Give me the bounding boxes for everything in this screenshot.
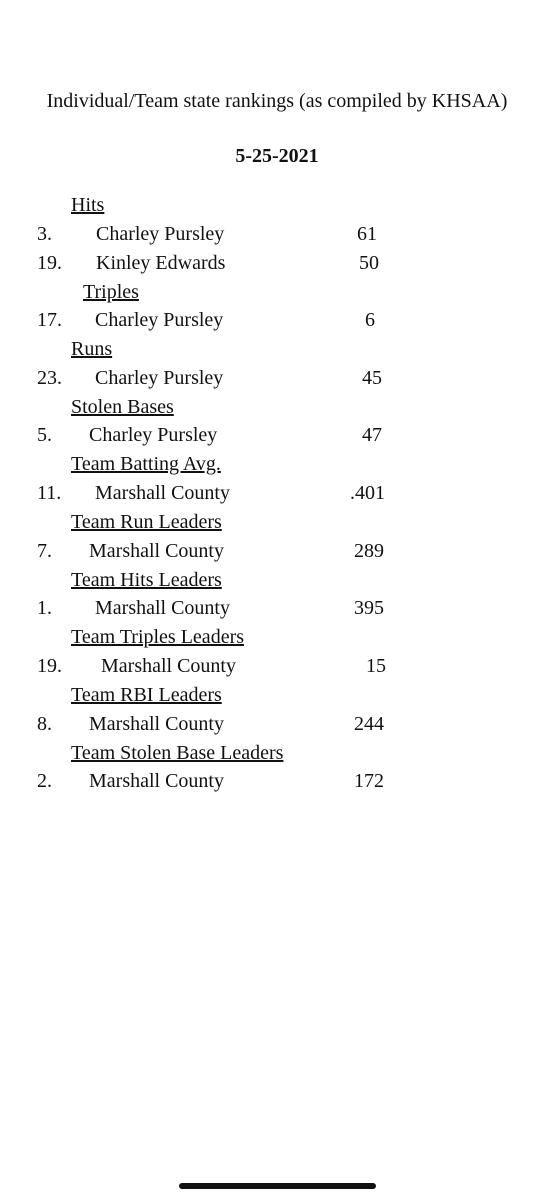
stat-value: 6 — [365, 309, 375, 331]
stat-value: 47 — [362, 424, 382, 446]
category-heading-row — [0, 191, 554, 219]
category-heading: Team RBI Leaders — [71, 684, 222, 706]
ranking-row — [0, 306, 554, 334]
player-name: Charley Pursley — [95, 367, 224, 389]
ranking-row — [0, 594, 554, 622]
player-name: Kinley Edwards — [96, 252, 226, 274]
player-name — [89, 220, 95, 248]
ranking-row — [0, 421, 554, 449]
category-heading: Triples — [83, 281, 139, 303]
stat-value: 289 — [354, 540, 384, 562]
team-name: Marshall County — [89, 713, 224, 735]
rank: 19. — [37, 252, 62, 274]
ranking-row — [0, 220, 554, 248]
ranking-row — [0, 364, 554, 392]
ranking-row — [0, 767, 554, 795]
stat-value: 61 — [357, 223, 377, 245]
category-heading-row — [0, 739, 554, 767]
stat-value: 15 — [366, 655, 386, 677]
category-heading-row — [0, 278, 554, 306]
stat-value: 244 — [354, 713, 384, 735]
category-heading: Team Batting Avg. — [71, 453, 221, 475]
player-name: Charley Pursley — [96, 223, 225, 245]
rank: 8. — [37, 713, 52, 735]
stat-value: 45 — [362, 367, 382, 389]
stat-value: .401 — [350, 482, 385, 504]
rank: 19. — [37, 655, 62, 677]
ranking-row — [0, 652, 554, 680]
player-name: Charley Pursley — [89, 424, 218, 446]
player-name: Charley Pursley — [95, 309, 224, 331]
category-heading-row — [0, 681, 554, 709]
rank: 1. — [37, 597, 52, 619]
document-date: 5-25-2021 — [235, 145, 319, 167]
category-heading: Team Run Leaders — [71, 511, 222, 533]
team-name: Marshall County — [89, 770, 224, 792]
category-heading-row — [0, 335, 554, 363]
rank: 17. — [37, 309, 62, 331]
category-heading: Hits — [71, 194, 105, 216]
team-name: Marshall County — [95, 597, 230, 619]
team-name: Marshall County — [89, 540, 224, 562]
rank: 11. — [37, 482, 62, 504]
ranking-row — [0, 249, 554, 277]
document-title: Individual/Team state rankings (as compiled by KHSAA) — [46, 90, 508, 112]
stat-value: 50 — [359, 252, 379, 274]
rank: 7. — [37, 540, 52, 562]
home-indicator[interactable] — [179, 1183, 376, 1189]
rank: 3. — [37, 223, 52, 245]
category-heading-row — [0, 508, 554, 536]
stat-value: 395 — [354, 597, 384, 619]
category-heading: Runs — [71, 338, 113, 360]
category-heading-row — [0, 450, 554, 478]
rank: 5. — [37, 424, 52, 446]
category-heading: Team Triples Leaders — [71, 626, 245, 648]
category-heading-row — [0, 393, 554, 421]
ranking-row — [0, 479, 554, 507]
category-heading: Team Hits Leaders — [71, 569, 222, 591]
team-name: Marshall County — [95, 482, 230, 504]
ranking-row — [0, 710, 554, 738]
stat-value: 172 — [354, 770, 384, 792]
category-heading-row — [0, 623, 554, 651]
category-heading: Team Stolen Base Leaders — [71, 742, 284, 764]
category-heading: Stolen Bases — [71, 396, 174, 418]
ranking-row — [0, 537, 554, 565]
rank: 2. — [37, 770, 52, 792]
team-name: Marshall County — [101, 655, 236, 677]
category-heading-row — [0, 566, 554, 594]
rank: 23. — [37, 367, 62, 389]
